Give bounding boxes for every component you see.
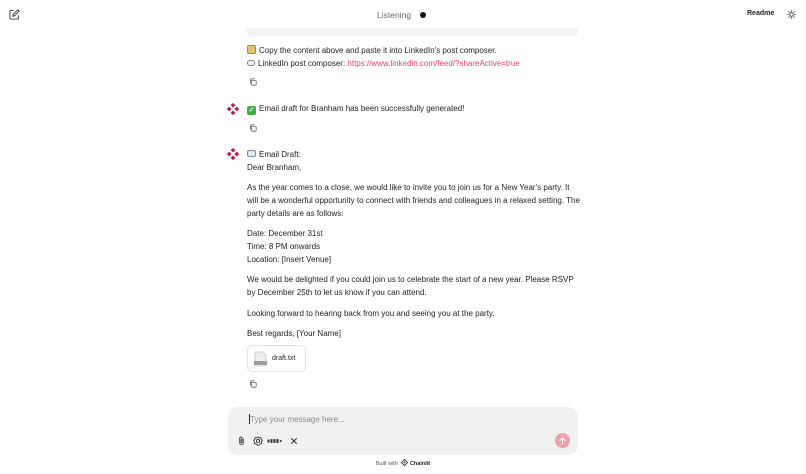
copy-instruction-line	[247, 45, 497, 56]
new-chat-icon[interactable]	[9, 9, 20, 20]
recording-dot-icon	[420, 12, 426, 18]
linkedin-link[interactable]: https://www.linkedin.com/feed/?shareActive=true	[347, 59, 520, 68]
linkedin-label: LinkedIn post composer:	[258, 59, 346, 68]
email-heading-text: Email Draft:	[259, 150, 301, 159]
audio-wave-icon[interactable]	[267, 436, 283, 446]
footer-credit	[0, 459, 806, 467]
email-location-line: Location: [Insert Venue]	[247, 255, 332, 264]
message-input[interactable]	[250, 412, 550, 426]
success-message	[247, 103, 464, 115]
chainlit-logo-icon	[401, 459, 408, 466]
link-icon	[247, 60, 255, 66]
chainlit-brand[interactable]: Chainlit	[409, 461, 431, 467]
built-with-text: Built with	[375, 461, 398, 467]
top-bar	[0, 0, 806, 28]
email-time-line: Time: 8 PM onwards	[247, 242, 321, 251]
email-signoff: Best regards, [Your Name]	[247, 329, 341, 338]
assistant-avatar-icon	[227, 148, 239, 160]
copy-icon[interactable]	[249, 380, 257, 388]
attachment-card[interactable]	[247, 345, 306, 372]
success-text: Email draft for Branham has been successfully generated!	[259, 104, 465, 113]
clipboard-icon	[247, 45, 256, 54]
message-composer	[228, 407, 578, 455]
email-heading	[247, 149, 301, 160]
email-date-line: Date: December 31st	[247, 229, 323, 238]
copy-instruction-text: Copy the content above and paste it into LinkedIn's post composer.	[259, 46, 497, 55]
envelope-icon	[247, 150, 256, 157]
attach-icon[interactable]	[237, 436, 246, 446]
settings-icon[interactable]	[253, 436, 263, 446]
email-paragraph-1: As the year comes to a close, we would like to invite you to join us for a New Year's party. It will be a wonderful opportunity to connect with friends and colleagues in a relaxed setting. The party details are as follows:	[247, 183, 580, 218]
send-button[interactable]	[555, 433, 570, 448]
copy-icon[interactable]	[249, 124, 257, 132]
email-greeting: Dear Branham,	[247, 163, 302, 172]
listening-status	[377, 9, 426, 21]
page-title: Listening	[377, 10, 412, 20]
readme-link[interactable]: Readme	[747, 10, 775, 17]
linkedin-line	[247, 58, 520, 69]
email-paragraph-2: We would be delighted if you could join us to celebrate the start of a new year. Please RSVP by December 25th to let us know if you can attend.	[247, 275, 574, 297]
email-paragraph-3: Looking forward to hearing back from you and seeing you at the party.	[247, 309, 495, 318]
attachment-name: draft.txt	[272, 355, 296, 362]
file-icon	[254, 351, 267, 367]
close-icon[interactable]	[290, 436, 298, 446]
sun-icon[interactable]	[787, 10, 796, 19]
send-icon	[559, 437, 566, 445]
assistant-avatar-icon	[227, 103, 239, 115]
check-mark-icon: ✓	[248, 107, 255, 114]
copy-icon[interactable]	[249, 78, 257, 86]
